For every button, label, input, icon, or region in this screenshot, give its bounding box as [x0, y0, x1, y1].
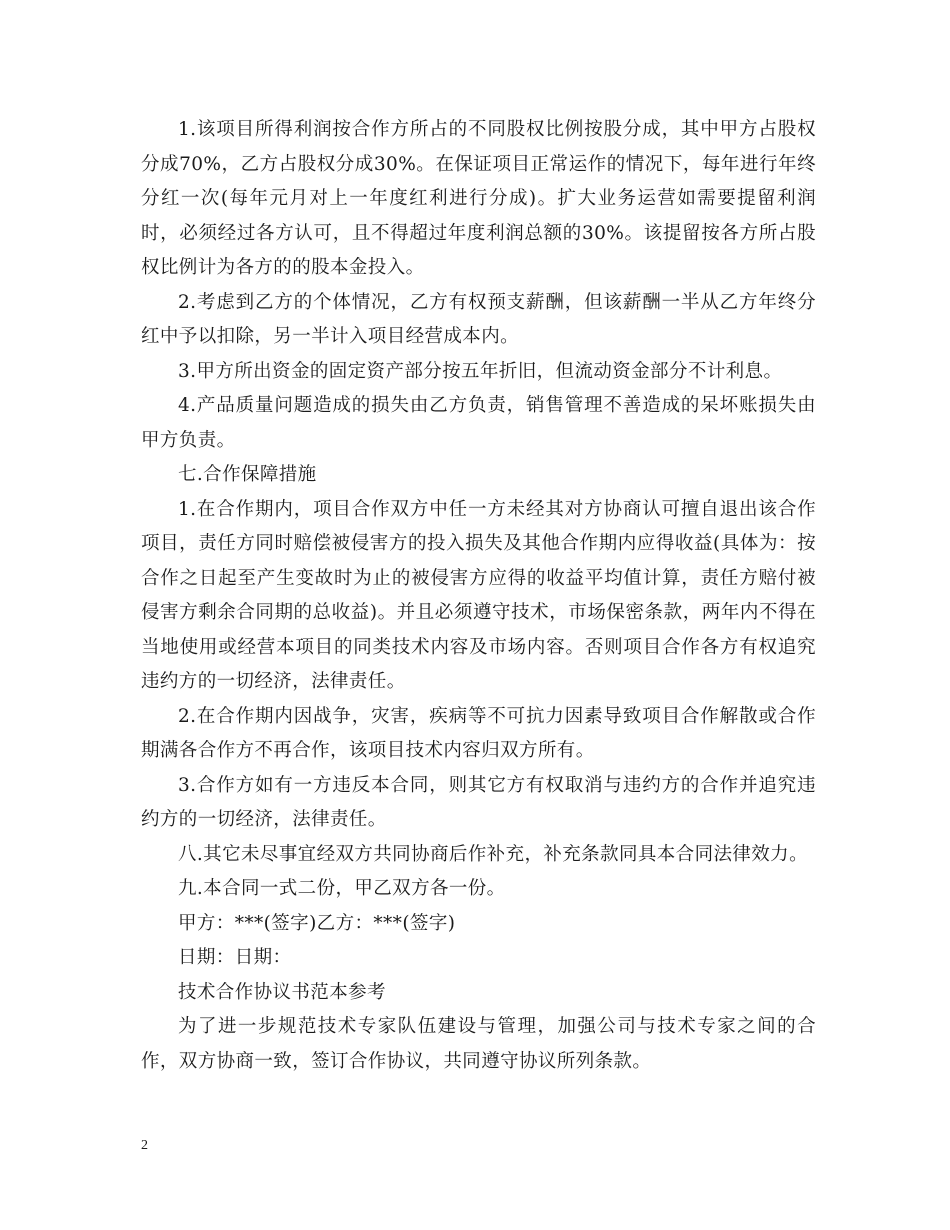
paragraph-salary-advance: 2.考虑到乙方的个体情况，乙方有权预支薪酬，但该薪酬一半从乙方年终分红中予以扣除，另一半计入项目经营成本内。 — [141, 291, 816, 347]
paragraph-supplement: 八.其它未尽事宜经双方共同协商后作补充，补充条款同具本合同法律效力。 — [178, 843, 808, 865]
paragraph-copies: 九.本合同一式二份，甲乙双方各一份。 — [178, 878, 506, 899]
paragraph-force-majeure: 2.在合作期内因战争，灾害，疾病等不可抗力因素导致项目合作解散或合作期满各合作方不再合作，该项目技术内容归双方所有。 — [141, 705, 816, 761]
sample-title: 技术合作协议书范本参考 — [178, 981, 386, 1003]
paragraph-breach: 3.合作方如有一方违反本合同，则其它方有权取消与违约方的合作并追究违约方的一切经济，法律责任。 — [141, 774, 816, 830]
paragraph-withdrawal-liability: 1.在合作期内，项目合作双方中任一方未经其对方协商认可擅自退出该合作项目，责任方同时赔偿被侵害方的投入损失及其他合作期内应得收益(具体为：按合作之日起至产生变故时为止的被侵害方应得的收益平均值计算，责任方赔付被侵害方剩余合同期的总收益)。并且必须遵守技术，市场保密条款，两年内不得在当地使用或经营本项目的同类技术内容及市场内容。否则项目合作各方有权追究违约方的一切经济，法律责任。 — [141, 498, 816, 692]
document-body — [141, 113, 816, 1079]
section-heading-guarantee: 七.合作保障措施 — [178, 464, 317, 485]
signature-line: 甲方：***(签字)乙方：***(签字) — [178, 912, 456, 934]
date-line: 日期：日期： — [178, 947, 292, 968]
page-number: 2 — [141, 1138, 148, 1153]
paragraph-depreciation: 3.甲方所出资金的固定资产部分按五年折旧，但流动资金部分不计利息。 — [178, 360, 783, 382]
paragraph-quality-loss: 4.产品质量问题造成的损失由乙方负责，销售管理不善造成的呆坏账损失由甲方负责。 — [141, 395, 816, 451]
paragraph-profit-sharing: 1.该项目所得利润按合作方所占的不同股权比例按股分成，其中甲方占股权分成70%，乙方占股权分成30%。在保证项目正常运作的情况下，每年进行年终分红一次(每年元月对上一年度红利进行分成)。扩大业务运营如需要提留利润时，必须经过各方认可，且不得超过年度利润总额的30%。该提留按各方所占股权比例计为各方的的股本金投入。 — [141, 119, 816, 278]
paragraph-intro: 为了进一步规范技术专家队伍建设与管理，加强公司与技术专家之间的合作，双方协商一致，签订合作协议，共同遵守协议所列条款。 — [141, 1016, 816, 1072]
